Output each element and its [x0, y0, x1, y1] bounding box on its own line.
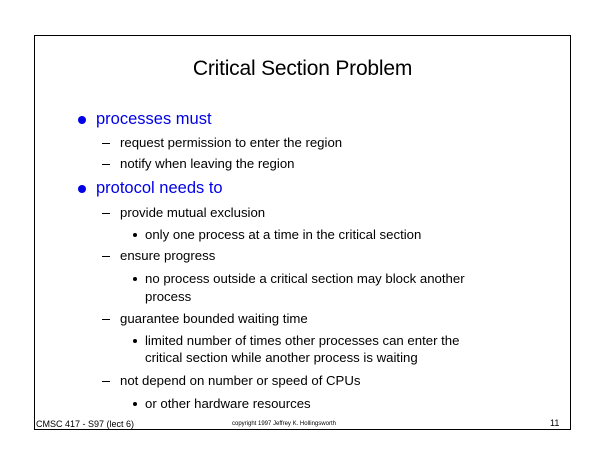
list-item-not-depend-on-cpus: not depend on number or speed of CPUs	[120, 373, 361, 388]
footer-copyright: copyright 1997 Jeffrey K. Hollingsworth	[232, 421, 336, 427]
bullet-dot-protocol-needs-to	[78, 185, 86, 193]
slide-title: Critical Section Problem	[192, 57, 413, 80]
section-heading-processes-must: processes must	[96, 110, 212, 128]
sub-item-no-process-outside-cont: process	[145, 289, 192, 304]
bullet-dot-processes-must	[78, 116, 86, 124]
sub-item-limited-number: limited number of times other processes can enter the	[145, 333, 460, 348]
footer-page-number: 11	[550, 418, 560, 428]
sub-item-other-hardware: or other hardware resources	[145, 396, 311, 411]
sub-item-only-one-process: only one process at a time in the critical section	[145, 227, 422, 242]
dash-marker	[102, 143, 110, 144]
dash-marker	[102, 256, 110, 257]
sub-bullet-dot	[133, 233, 137, 237]
dash-marker	[102, 381, 110, 382]
sub-item-limited-number-cont: critical section while another process is waiting	[145, 350, 418, 365]
list-item-notify-when-leaving: notify when leaving the region	[120, 156, 295, 171]
sub-item-no-process-outside: no process outside a critical section may block another	[145, 271, 465, 286]
section-heading-protocol-needs-to: protocol needs to	[96, 179, 223, 197]
dash-marker	[102, 164, 110, 165]
sub-bullet-dot	[133, 402, 137, 406]
list-item-ensure-progress: ensure progress	[120, 248, 216, 263]
dash-marker	[102, 213, 110, 214]
sub-bullet-dot	[133, 277, 137, 281]
list-item-guarantee-bounded-waiting: guarantee bounded waiting time	[120, 311, 308, 326]
list-item-request-permission: request permission to enter the region	[120, 135, 343, 150]
footer-course-label: CMSC 417 - S97 (lect 6)	[36, 419, 135, 429]
dash-marker	[102, 319, 110, 320]
list-item-provide-mutual-exclusion: provide mutual exclusion	[120, 205, 266, 220]
sub-bullet-dot	[133, 339, 137, 343]
